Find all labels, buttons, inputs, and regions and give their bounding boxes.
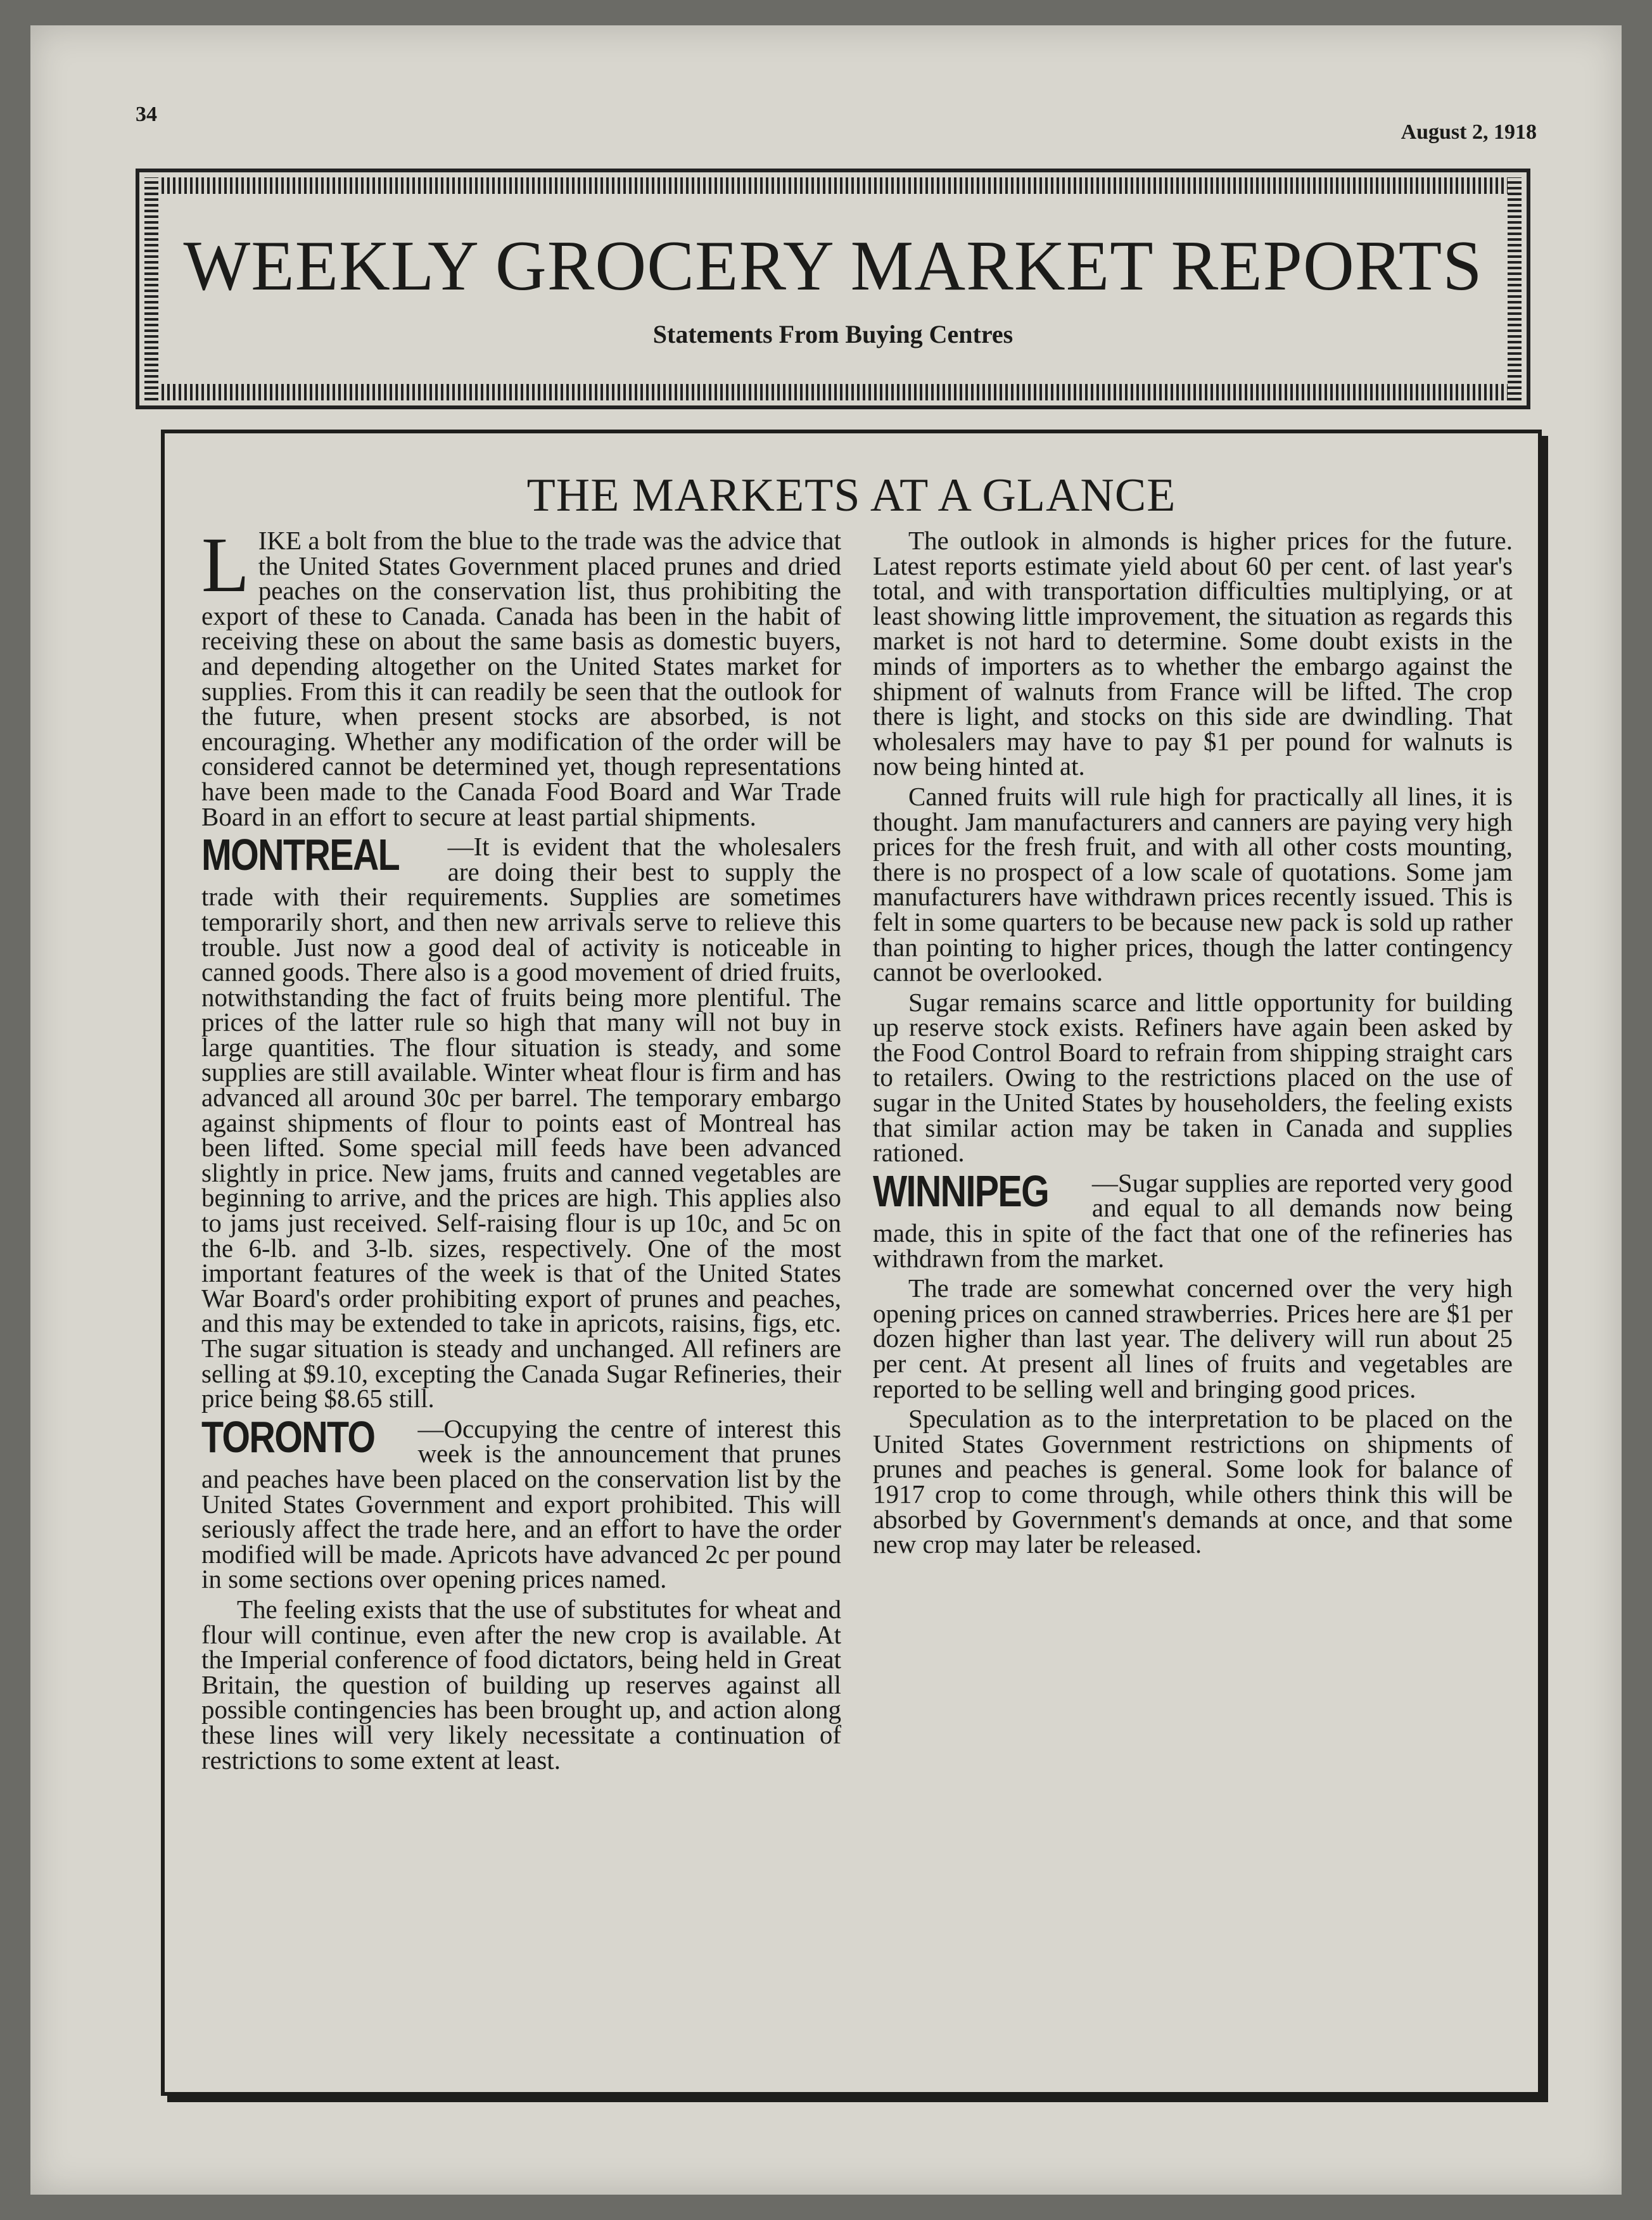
intro-text: IKE a bolt from the blue to the trade was the advice that the United States Government placed prunes and dried peaches on the conservation list, thus prohibiting the export of these to Canada. Canada has been in the habit of receiving these on about the same basis as domestic buyers, and depending altogether on the United States market for supplies. From this it can readily be seen that the outlook for the future, when present stocks are absorbed, is not encouraging. Whether any modification of the order will be considered cannot be determined yet, though representations have been made to the Canada Food Board and War Trade Board in an effort to secure at least partial shipments. — [201, 526, 841, 831]
toronto-heading: TORONTO — [201, 1412, 375, 1462]
article-title: THE MARKETS AT A GLANCE — [526, 469, 1176, 521]
page-date: August 2, 1918 — [1401, 120, 1537, 144]
winnipeg-text: —Sugar supplies are reported very good and equal to all demands now being made, this in spite of the fact that one of the refineries has withdrawn from the market. — [873, 1168, 1513, 1273]
intro-paragraph — [201, 521, 841, 831]
decorative-rule-bottom — [144, 384, 1522, 400]
toronto-paragraph-5: Sugar remains scarce and little opportunity for building up reserve stock exists. Refiners have again been asked by the Food Control Board to refrain from shipping straight cars to retailers. Owing to the restrictions placed on the use of sugar in the United States by householders, the feeling exists that similar action may be taken in Canada and supplies rationed. — [873, 987, 1513, 1168]
article-box — [161, 430, 1542, 2096]
montreal-text: —It is evident that the wholesalers are doing their best to supply the trade with their requirements. Supplies are sometimes temporarily short, and then new arrivals serve to relieve this trouble. Just now a good deal of activity is noticeable in canned goods. There also is a good movement of dried fruits, notwithstanding the fact of fruits being more plentiful. The prices of the latter rule so high that many will not buy in large quantities. The flour situation is steady, and some supplies are still available. Winter wheat flour is firm and has advanced all around 30c per barrel. The temporary embargo against shipments of flour to points east of Montreal has been lifted. Some special mill feeds have been advanced slightly in price. New jams, fruits and canned vegetables are beginning to arrive, and the prices are high. This applies also to jams just received. Self-raising flour is up 10c, and 5c on the 6-lb. and 3-lb. sizes, respectively. One of the most important features of the week is that of the United States War Board's order prohibiting export of prunes and peaches, and this may be extended to take in apricots, raisins, figs, etc. The sugar situation is steady and unchanged. All refiners are selling at $9.10, excepting the Canada Sugar Refineries, their price being $8.65 still. — [201, 832, 841, 1413]
page-number: 34 — [136, 103, 157, 126]
toronto-text: —Occupying the centre of interest this week is the announcement that prunes and peaches have been placed on the conservation list by the United States Government and export prohibited. This will seriously affect the trade here, and an effort to have the order modified will be made. Apricots have advanced 2c per pound in some sections over opening prices named. — [201, 1413, 841, 1594]
winnipeg-heading: WINNIPEG — [873, 1166, 1049, 1216]
masthead-title: WEEKLY GROCERY MARKET REPORTS — [183, 227, 1483, 305]
masthead-subtitle: Statements From Buying Centres — [652, 320, 1013, 348]
montreal-paragraph — [201, 830, 841, 1413]
masthead-box — [136, 169, 1530, 409]
montreal-heading: MONTREAL — [201, 830, 400, 880]
winnipeg-paragraph — [873, 1166, 1513, 1273]
drop-cap: L — [201, 521, 250, 608]
winnipeg-paragraph-2: The trade are somewhat concerned over the very high opening prices on canned strawberries. Prices here are $1 per dozen higher than last year. The delivery will run about 25 per cent. At present all lines of fruits and vegetables are reported to be selling well and bringing good prices. — [873, 1273, 1513, 1403]
newspaper-page — [30, 25, 1622, 2195]
toronto-paragraph — [201, 1412, 841, 1594]
toronto-paragraph-2: The feeling exists that the use of substitutes for wheat and flour will continue, even after the new crop is available. At the Imperial conference of food dictators, being held in Great Britain, the question of building up reserves against all possible contingencies has been brought up, and action along these lines will very likely necessitate a continuation of restrictions to some extent at least. — [201, 1594, 841, 1775]
toronto-paragraph-4: Canned fruits will rule high for practically all lines, it is thought. Jam manufacturers and canners are paying very high prices for the fresh fruit, and with all other costs mounting, there is no prospect of a low scale of quotations. Some jam manufacturers have withdrawn prices recently issued. This is felt in some quarters to be because new pack is sold up rather than pointing to higher prices, though the latter contingency cannot be overlooked. — [873, 781, 1513, 987]
column-right — [873, 528, 1513, 1562]
column-left — [201, 521, 841, 1778]
toronto-paragraph-3: The outlook in almonds is higher prices for the future. Latest reports estimate yield about 60 per cent. of last year's total, and with transportation difficulties multiplying, or at least showing little improvement, the situation as regards this market is not hard to determine. Some doubt exists in the minds of importers as to whether the embargo against the shipment of walnuts from France will be lifted. The crop there is light, and stocks on this side are dwindling. That wholesalers may have to pay $1 per pound for walnuts is now being hinted at. — [873, 526, 1513, 781]
winnipeg-paragraph-3: Speculation as to the interpretation to be placed on the United States Government restrictions on shipments of prunes and peaches is general. Some look for balance of 1917 crop to come through, while others think this will be absorbed by Government's demands at once, and that some new crop may later be released. — [873, 1404, 1513, 1559]
decorative-rule-top — [144, 177, 1522, 194]
